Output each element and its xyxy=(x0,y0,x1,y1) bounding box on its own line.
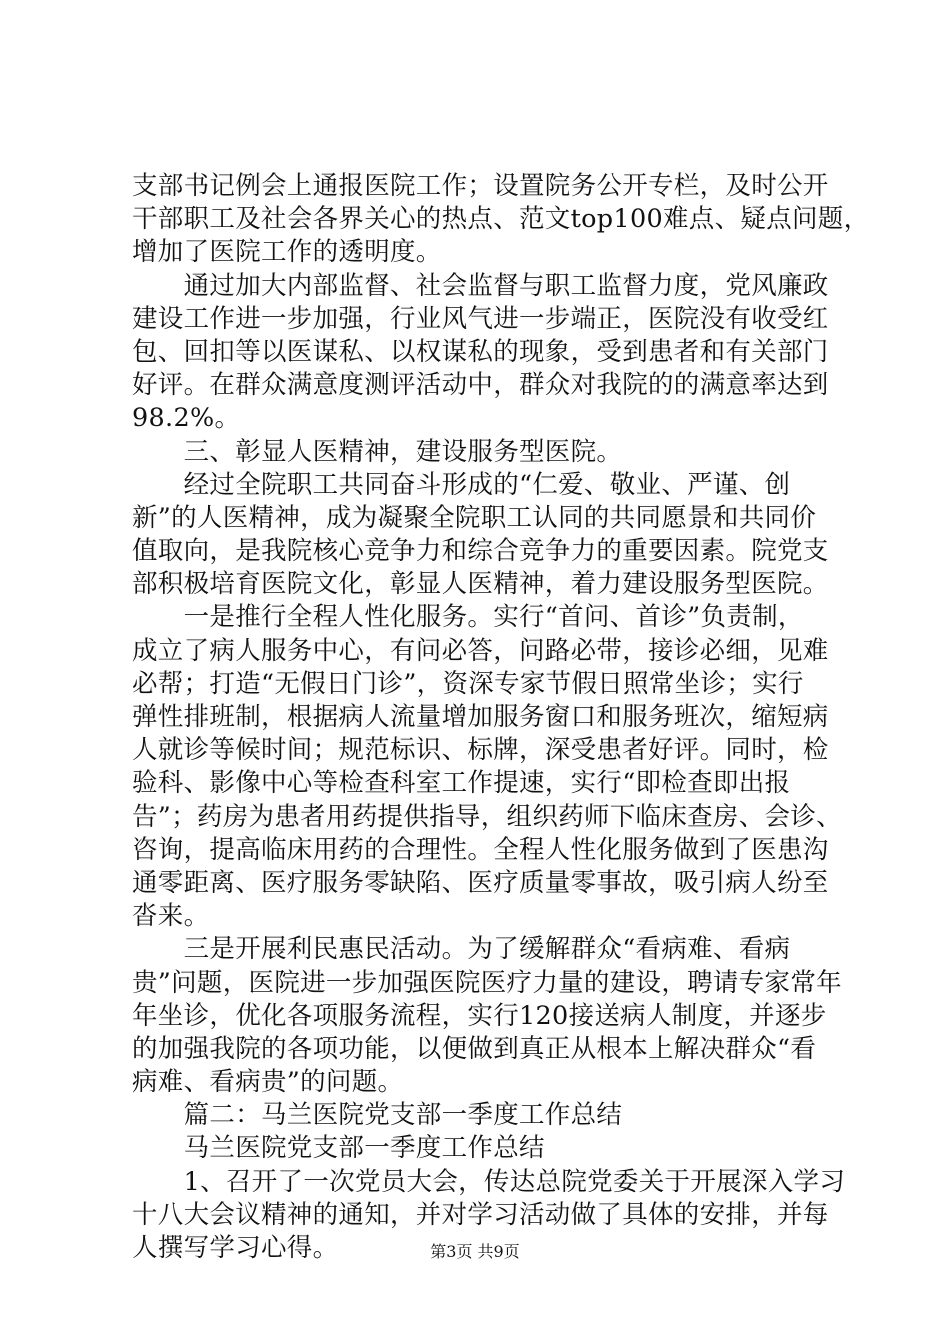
text-line: 98.2%。 xyxy=(132,403,241,434)
text-line: 病难、看病贵”的问题。 xyxy=(132,1067,404,1098)
text-line: 建设工作进一步加强，行业风气进一步端正，医院没有收受红 xyxy=(132,303,829,334)
text-line: 贵”问题，医院进一步加强医院医疗力量的建设，聘请专家常年 xyxy=(132,967,842,998)
text-line: 必帮；打造“无假日门诊”，资深专家节假日照常坐诊；实行 xyxy=(132,668,804,699)
text-line: 经过全院职工共同奋斗形成的“仁爱、敬业、严谨、创 xyxy=(132,469,791,500)
text-line: 人撰写学习心得。 xyxy=(132,1233,339,1263)
text-line: 1、召开了一次党员大会，传达总院党委关于开展深入学习 xyxy=(132,1166,846,1197)
text-line: 部积极培育医院文化，彰显人医精神，着力建设服务型医院。 xyxy=(132,569,829,600)
text-line: 通零距离、医疗服务零缺陷、医疗质量零事故，吸引病人纷至 xyxy=(132,867,829,898)
text-line: 验科、影像中心等检查科室工作提速，实行“即检查即出报 xyxy=(132,768,791,799)
page-number-footer: 第3页 共9页 xyxy=(430,1242,520,1261)
text-line: 十八大会议精神的通知，并对学习活动做了具体的安排，并每 xyxy=(132,1199,829,1230)
text-line: 好评。在群众满意度测评活动中，群众对我院的的满意率达到 xyxy=(132,370,829,401)
text-line: 的加强我院的各项功能，以便做到真正从根本上解决群众“看 xyxy=(132,1033,817,1064)
text-line: 年坐诊，优化各项服务流程，实行120接送病人制度，并逐步 xyxy=(132,1000,827,1031)
text-line: 新”的人医精神，成为凝聚全院职工认同的共同愿景和共同价 xyxy=(132,502,817,533)
text-line: 沓来。 xyxy=(132,901,210,932)
text-line: 告”；药房为患者用药提供指导，组织药师下临床查房、会诊、 xyxy=(132,801,842,832)
document-title: 马兰医院党支部一季度工作总结 xyxy=(132,1133,545,1164)
text-line: 值取向，是我院核心竞争力和综合竞争力的重要因素。院党支 xyxy=(132,536,829,567)
text-line: 增加了医院工作的透明度。 xyxy=(132,237,442,268)
text-line: 三是开展利民惠民活动。为了缓解群众“看病难、看病 xyxy=(132,934,791,965)
text-line: 弹性排班制，根据病人流量增加服务窗口和服务班次，缩短病 xyxy=(132,702,829,732)
document-body xyxy=(132,170,870,1265)
text-line: 咨询，提高临床用药的合理性。全程人性化服务做到了医患沟 xyxy=(132,834,829,865)
section-heading: 三、彰显人医精神，建设服务型医院。 xyxy=(132,436,623,467)
text-line: 包、回扣等以医谋私、以权谋私的现象，受到患者和有关部门 xyxy=(132,336,829,367)
text-line: 干部职工及社会各界关心的热点、范文top100难点、疑点问题， xyxy=(132,204,870,235)
text-line: 成立了病人服务中心，有问必答，问路必带，接诊必细，见难 xyxy=(132,635,829,666)
text-line: 支部书记例会上通报医院工作；设置院务公开专栏，及时公开 xyxy=(132,171,829,201)
chapter-heading: 篇二：马兰医院党支部一季度工作总结 xyxy=(132,1100,623,1131)
text-line: 人就诊等候时间；规范标识、标牌，深受患者好评。同时，检 xyxy=(132,735,829,766)
text-line: 通过加大内部监督、社会监督与职工监督力度，党风廉政 xyxy=(132,270,829,301)
text-line: 一是推行全程人性化服务。实行“首问、首诊”负责制， xyxy=(132,602,804,633)
